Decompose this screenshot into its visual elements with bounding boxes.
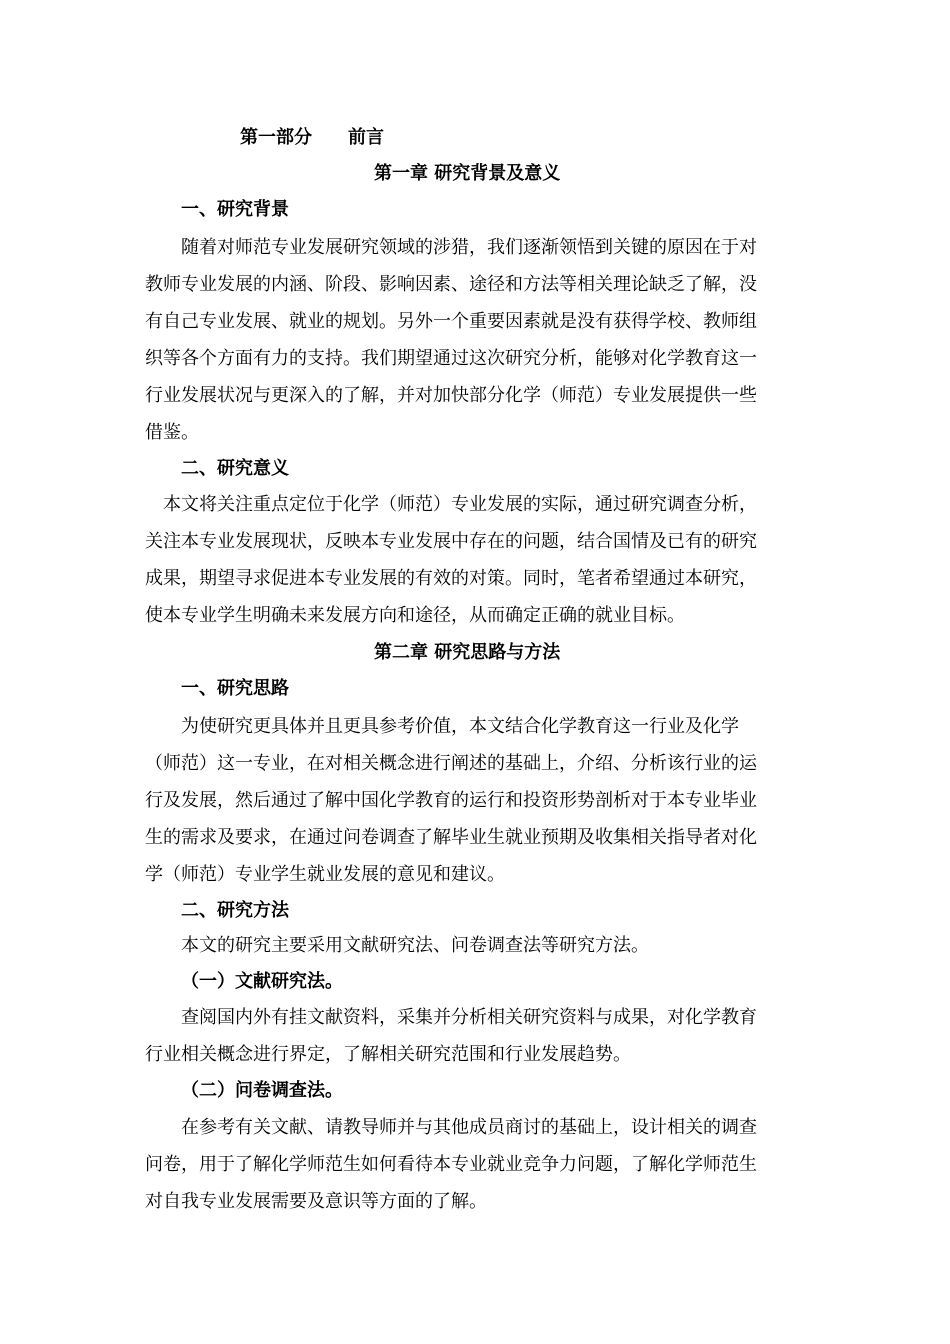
paragraph-line: 使本专业学生明确未来发展方向和途径，从而确定正确的就业目标。 <box>145 605 685 626</box>
part-heading <box>240 126 540 150</box>
chapter2-title: 第二章 研究思路与方法 <box>374 642 561 663</box>
paragraph-line: 随着对师范专业发展研究领域的涉猎，我们逐渐领悟到关键的原因在于对 <box>181 237 757 258</box>
paragraph-line: 问卷，用于了解化学师范生如何看待本专业就业竞争力问题，了解化学师范生 <box>145 1154 757 1175</box>
paragraph-line: 成果，期望寻求促进本专业发展的有效的对策。同时，笔者希望通过本研究， <box>145 568 757 589</box>
paragraph-line: 对自我专业发展需要及意识等方面的了解。 <box>145 1191 487 1212</box>
paragraph-line: 有自己专业发展、就业的规划。另外一个重要因素就是没有获得学校、教师组 <box>145 311 757 332</box>
paragraph-line: 行业相关概念进行界定，了解相关研究范围和行业发展趋势。 <box>145 1044 631 1065</box>
paragraph-line: 查阅国内外有挂文献资料，采集并分析相关研究资料与成果，对化学教育 <box>181 1007 757 1028</box>
chapter1-title: 第一章 研究背景及意义 <box>374 163 561 184</box>
paragraph-line: 教师专业发展的内涵、阶段、影响因素、途径和方法等相关理论缺乏了解，没 <box>145 274 757 295</box>
paragraph-line: 关注本专业发展现状，反映本专业发展中存在的问题，结合国情及已有的研究 <box>145 531 757 552</box>
paragraph-line: 生的需求及要求，在通过问卷调查了解毕业生就业预期及收集相关指导者对化 <box>145 827 757 848</box>
paragraph-line: （师范）这一专业，在对相关概念进行阐述的基础上，介绍、分析该行业的运 <box>145 753 757 774</box>
part-title: 前言 <box>348 127 384 148</box>
paragraph-line: 为使研究更具体并且更具参考价值，本文结合化学教育这一行业及化学 <box>181 716 739 737</box>
paragraph-line: 借鉴。 <box>145 422 199 443</box>
paragraph-line: 行及发展，然后通过了解中国化学教育的运行和投资形势剖析对于本专业毕业 <box>145 790 757 811</box>
methods-intro: 本文的研究主要采用文献研究法、问卷调查法等研究方法。 <box>181 935 649 956</box>
method2-heading: （二）问卷调查法。 <box>181 1080 343 1101</box>
chapter1-section1-heading: 一、研究背景 <box>181 199 289 220</box>
paragraph-line: 本文将关注重点定位于化学（师范）专业发展的实际，通过研究调查分析， <box>163 494 757 515</box>
paragraph-line: 学（师范）专业学生就业发展的意见和建议。 <box>145 864 505 885</box>
chapter2-section1-heading: 一、研究思路 <box>181 678 289 699</box>
paragraph-line: 织等各个方面有力的支持。我们期望通过这次研究分析，能够对化学教育这一 <box>145 348 757 369</box>
chapter1-section2-heading: 二、研究意义 <box>181 458 289 479</box>
paragraph-line: 行业发展状况与更深入的了解，并对加快部分化学（师范）专业发展提供一些 <box>145 385 757 406</box>
paragraph-line: 在参考有关文献、请教导师并与其他成员商讨的基础上，设计相关的调查 <box>181 1117 757 1138</box>
chapter2-section2-heading: 二、研究方法 <box>181 900 289 921</box>
method1-heading: （一）文献研究法。 <box>181 971 343 992</box>
part-label: 第一部分 <box>240 127 312 148</box>
